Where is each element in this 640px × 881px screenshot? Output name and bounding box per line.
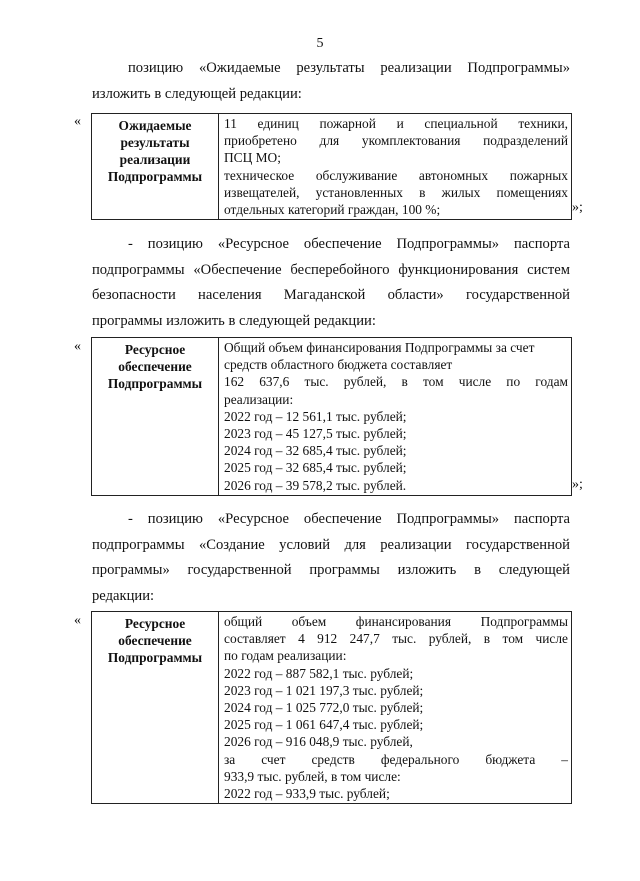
block1-intro <box>92 56 570 107</box>
intro-line: редакции: <box>92 587 155 604</box>
block3-table <box>91 611 572 804</box>
content-line: за счет средств федерального бюджета – <box>224 751 568 767</box>
content-line: 2022 год – 933,9 тыс. рублей; <box>224 786 390 802</box>
intro-line: позицию «Ожидаемые результаты реализации Подпрограммы» <box>128 60 570 76</box>
content-line: 2025 год – 1 061 647,4 тыс. рублей; <box>224 717 424 733</box>
label-line: Подпрограммы <box>107 376 203 391</box>
table-label-cell <box>92 612 219 803</box>
table-content-cell <box>219 114 571 219</box>
label-line: Ресурсное <box>124 616 186 631</box>
content-line: 933,9 тыс. рублей, в том числе: <box>224 768 401 784</box>
quote-close: »; <box>572 477 583 492</box>
content-line: извещателей, установленных в жилых помещениях <box>224 184 568 200</box>
content-line: Общий объем финансирования Подпрограммы за счет <box>224 340 535 355</box>
content-line: 2026 год – 916 048,9 тыс. рублей, <box>224 734 413 750</box>
content-line: общий объем финансирования Подпрограммы <box>224 614 568 629</box>
content-line: 2024 год – 32 685,4 тыс. рублей; <box>224 443 407 459</box>
intro-line: - позицию «Ресурсное обеспечение Подпрограммы» паспорта <box>128 511 570 527</box>
content-line: реализации: <box>224 391 294 407</box>
content-line: 2026 год – 39 578,2 тыс. рублей. <box>224 477 407 493</box>
intro-line: подпрограммы «Обеспечение бесперебойного функционирования систем <box>92 261 570 278</box>
content-line: составляет 4 912 247,7 тыс. рублей, в том числе <box>224 631 568 647</box>
intro-line: безопасности населения Магаданской области» государственной <box>92 287 570 303</box>
intro-line: программы» государственной программы изложить в следующей <box>92 562 570 578</box>
table-label-cell <box>92 114 219 219</box>
label-line: результаты <box>120 135 190 150</box>
label-line: Подпрограммы <box>107 650 203 665</box>
intro-line: - позицию «Ресурсное обеспечение Подпрограммы» паспорта <box>128 236 570 252</box>
block2-intro <box>92 232 570 334</box>
intro-line: программы изложить в следующей редакции: <box>92 312 376 329</box>
table-content-cell <box>219 612 571 803</box>
table-label-cell <box>92 338 219 495</box>
quote-open: « <box>74 114 81 129</box>
content-line: 2025 год – 32 685,4 тыс. рублей; <box>224 460 407 476</box>
quote-open: « <box>74 339 81 354</box>
content-line: приобретено для укомплектования подразделений <box>224 133 568 149</box>
label-line: Ожидаемые <box>118 118 192 133</box>
quote-open: « <box>74 613 81 628</box>
label-line: реализации <box>119 152 191 167</box>
quote-close: »; <box>572 200 583 215</box>
block3-intro <box>92 507 570 609</box>
content-line: отдельных категорий граждан, 100 %; <box>224 202 441 218</box>
page-number: 5 <box>316 36 324 51</box>
block2-table <box>91 337 572 496</box>
intro-line: подпрограммы «Создание условий для реализации государственной <box>92 536 570 553</box>
intro-line: изложить в следующей редакции: <box>92 85 302 102</box>
label-line: обеспечение <box>118 633 192 648</box>
content-line: ПСЦ МО; <box>224 150 281 166</box>
content-line: средств областного бюджета составляет <box>224 357 453 373</box>
content-line: техническое обслуживание автономных пожарных <box>224 167 568 183</box>
content-line: 2022 год – 887 582,1 тыс. рублей; <box>224 665 414 681</box>
content-line: 11 единиц пожарной и специальной техники, <box>224 116 568 131</box>
content-line: 2023 год – 45 127,5 тыс. рублей; <box>224 426 407 442</box>
table-content-cell <box>219 338 571 495</box>
content-line: по годам реализации: <box>224 648 347 664</box>
content-line: 162 637,6 тыс. рублей, в том числе по годам <box>224 374 568 390</box>
content-line: 2023 год – 1 021 197,3 тыс. рублей; <box>224 682 424 698</box>
label-line: обеспечение <box>118 359 192 374</box>
label-line: Подпрограммы <box>107 169 203 184</box>
label-line: Ресурсное <box>124 342 186 357</box>
content-line: 2022 год – 12 561,1 тыс. рублей; <box>224 408 407 424</box>
block1-table <box>91 113 572 220</box>
content-line: 2024 год – 1 025 772,0 тыс. рублей; <box>224 700 424 716</box>
